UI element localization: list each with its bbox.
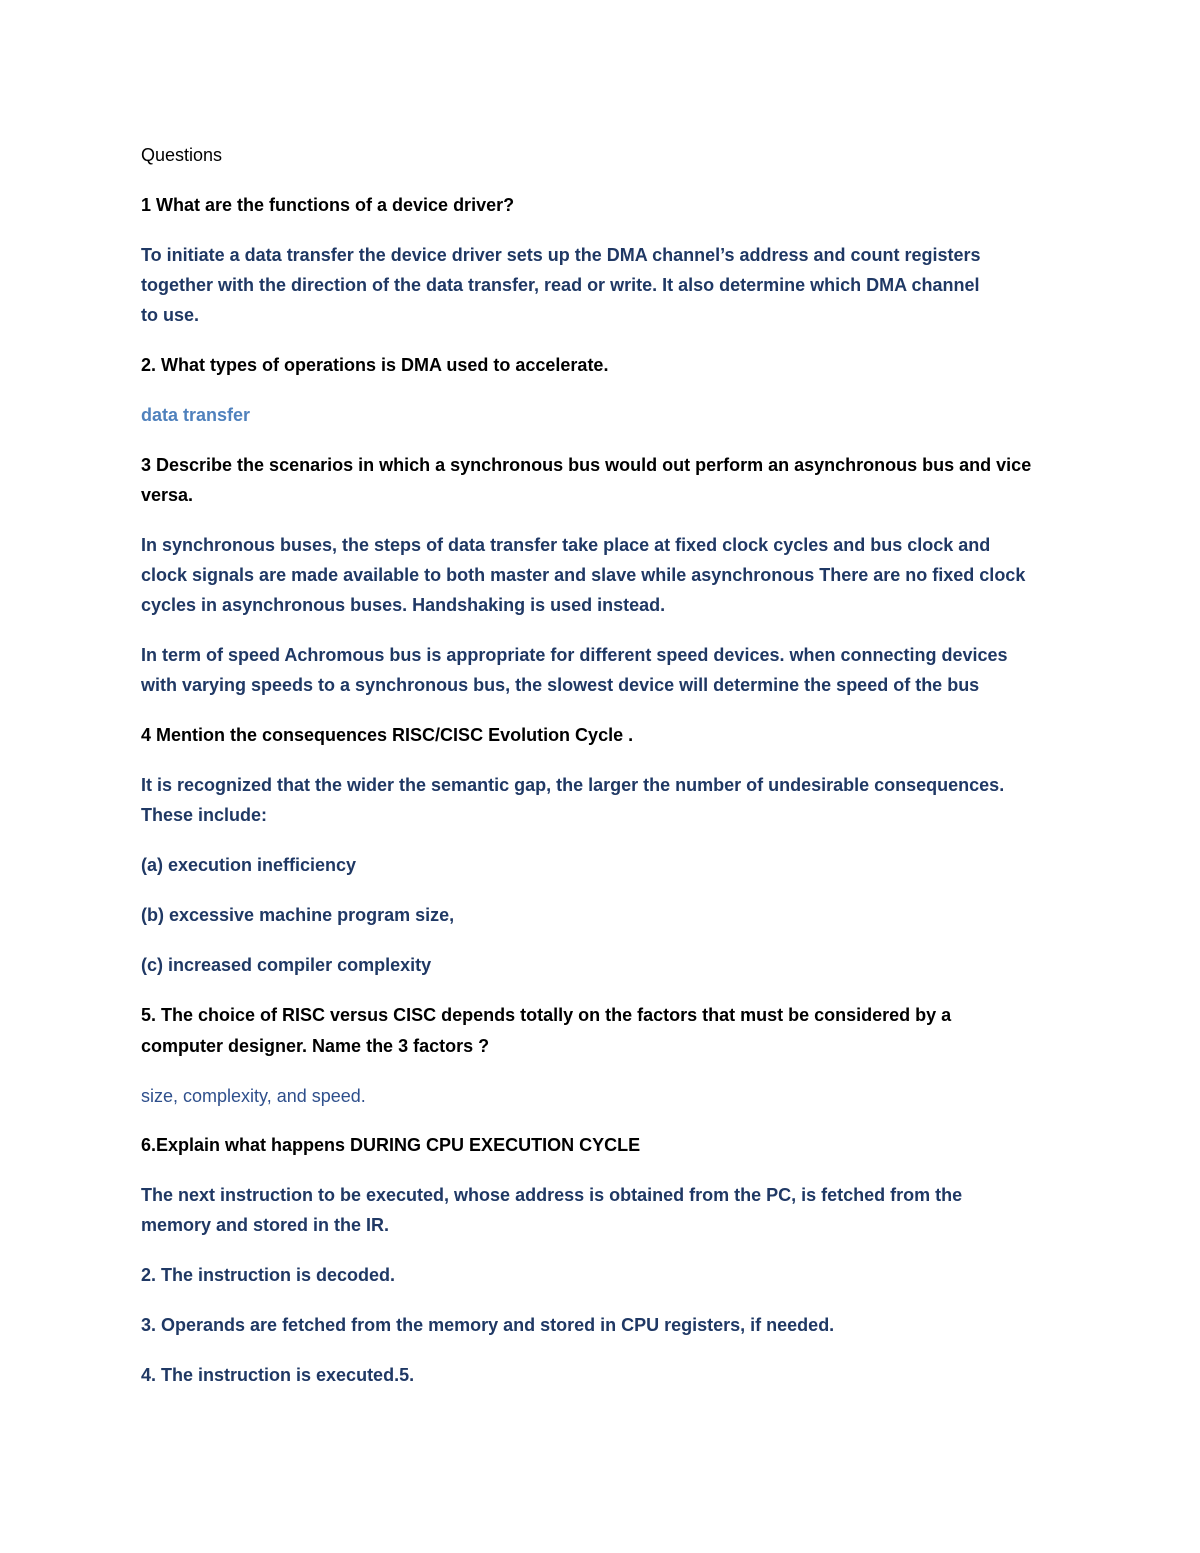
question-3-line-1: 3 Describe the scenarios in which a synchronous bus would out perform an asynchronous bus and vice [141,455,1032,475]
answer-4-item-b: (b) excessive machine program size, [141,905,455,925]
document-heading: Questions [141,145,223,165]
answer-4-item-a: (a) execution inefficiency [141,855,357,875]
answer-3b-line-1: In term of speed Achromous bus is appropriate for different speed devices. when connecting devices [141,645,1008,665]
question-1: 1 What are the functions of a device driver? [141,195,515,215]
answer-6-line-2: memory and stored in the IR. [141,1215,390,1235]
question-2: 2. What types of operations is DMA used to accelerate. [141,355,609,375]
question-4: 4 Mention the consequences RISC/CISC Evolution Cycle . [141,725,634,745]
answer-3a-line-3: cycles in asynchronous buses. Handshaking is used instead. [141,595,666,615]
answer-5: size, complexity, and speed. [141,1086,366,1106]
answer-6-step-4: 4. The instruction is executed.5. [141,1365,415,1385]
answer-4-item-c: (c) increased compiler complexity [141,955,432,975]
answer-1-line-2: together with the direction of the data transfer, read or write. It also determine which DMA channel [141,275,980,295]
answer-6-line-1: The next instruction to be executed, whose address is obtained from the PC, is fetched from the [141,1185,963,1205]
answer-4-line-1: It is recognized that the wider the semantic gap, the larger the number of undesirable consequences. [141,775,1005,795]
answer-3a-line-2: clock signals are made available to both master and slave while asynchronous There are no fixed clock [141,565,1026,585]
answer-3a-line-1: In synchronous buses, the steps of data transfer take place at fixed clock cycles and bus clock and [141,535,991,555]
answer-4-line-2: These include: [141,805,268,825]
question-5-line-1: 5. The choice of RISC versus CISC depends totally on the factors that must be considered by a [141,1005,952,1025]
answer-3b-line-2: with varying speeds to a synchronous bus, the slowest device will determine the speed of the bus [141,675,980,695]
question-3-line-2: versa. [141,485,194,505]
answer-1-line-1: To initiate a data transfer the device driver sets up the DMA channel’s address and count registers [141,245,981,265]
question-5-line-2: computer designer. Name the 3 factors ? [141,1036,490,1056]
answer-6-step-2: 2. The instruction is decoded. [141,1265,396,1285]
answer-1-line-3: to use. [141,305,200,325]
question-6: 6.Explain what happens DURING CPU EXECUTION CYCLE [141,1135,641,1155]
answer-6-step-3: 3. Operands are fetched from the memory and stored in CPU registers, if needed. [141,1315,835,1335]
answer-2: data transfer [141,405,251,425]
